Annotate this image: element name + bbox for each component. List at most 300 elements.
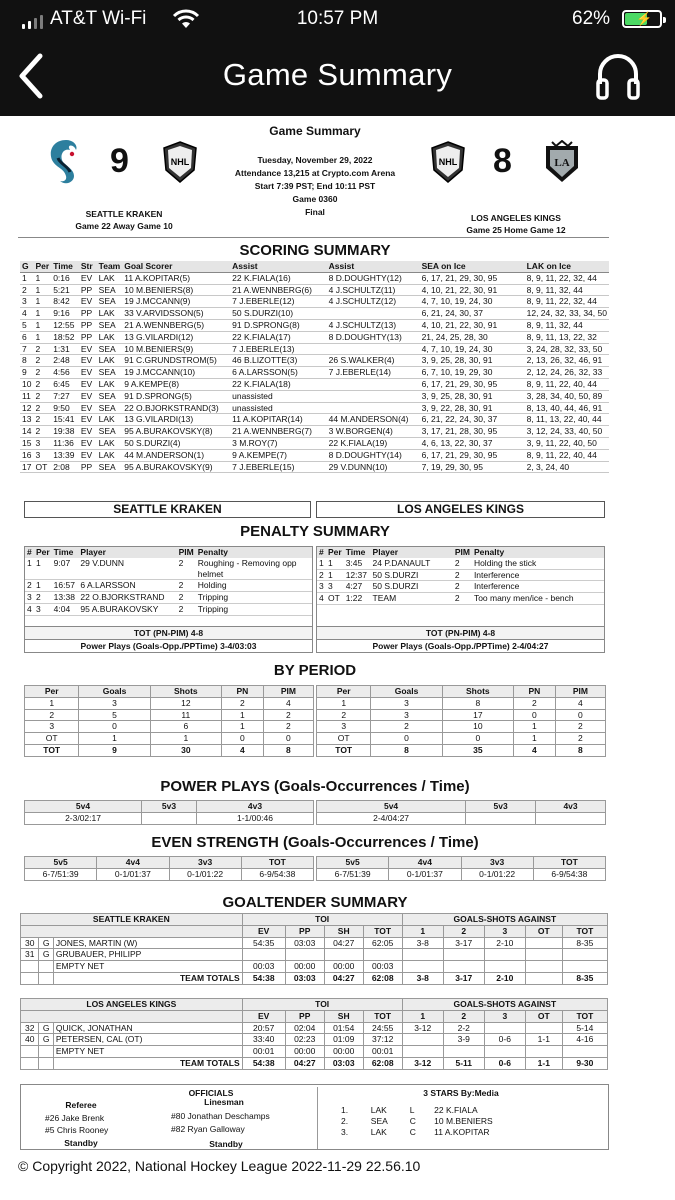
home-goalie-col: OT: [525, 1010, 562, 1022]
scoring-cell: 2: [33, 426, 51, 438]
away-by-period-row: [25, 697, 314, 709]
scoring-header-row: [20, 261, 609, 272]
scoring-cell: [327, 378, 420, 390]
scoring-header-cell: Goal Scorer: [122, 261, 230, 272]
game-info: [200, 154, 430, 219]
scoring-cell: 15: [22, 437, 32, 448]
scoring-cell: 22 K.FIALA(19): [327, 437, 420, 449]
star-cell: LAK: [370, 1105, 387, 1115]
scoring-cell: 12: [22, 402, 32, 413]
home-by-period-row: [317, 744, 606, 756]
three-stars-table: [319, 1105, 519, 1137]
home-goalie-cell: 37:12: [363, 1034, 402, 1046]
away-power-plays-row: [25, 812, 314, 824]
home-by-period-cell: 1: [317, 697, 371, 709]
home-power-plays-row: [317, 812, 606, 824]
home-by-period-row: [317, 709, 606, 721]
away-goalie-col: SH: [324, 925, 363, 937]
home-goalie-cell: 4-16: [562, 1034, 607, 1046]
home-by-period-row: [317, 733, 606, 745]
away-goalie-cell: [324, 949, 363, 961]
away-by-period-header-cell: Per: [25, 686, 79, 698]
scoring-cell: SEA: [97, 284, 123, 296]
home-goalie-col: SH: [324, 1010, 363, 1022]
scoring-cell: 8:42: [51, 296, 79, 308]
scoring-cell: 2: [33, 343, 51, 355]
away-by-period-header-cell: Shots: [150, 686, 221, 698]
away-goalie-cell: 00:03: [242, 961, 285, 973]
scoring-cell: 13 G.VILARDI(13): [122, 414, 230, 426]
home-goalie-row: [21, 1034, 608, 1046]
scoring-cell: EV: [79, 355, 97, 367]
away-goalie-col: 2: [443, 925, 484, 937]
home-by-period-table: [316, 685, 606, 757]
home-by-period-cell: 2: [555, 733, 605, 745]
away-by-period-table: [24, 685, 314, 757]
away-goalie-col: 1: [402, 925, 443, 937]
away-goalie-cell: [402, 949, 443, 961]
home-by-period-cell: 10: [442, 721, 513, 733]
home-goalie-cell: 00:01: [363, 1046, 402, 1058]
away-penalty-header-cell: PIM: [178, 547, 194, 557]
scoring-cell: SEA: [97, 319, 123, 331]
scoring-cell: 10 M.BENIERS(9): [122, 343, 230, 355]
home-penalty-cell: 2: [317, 569, 326, 581]
scoring-cell: 11: [20, 390, 33, 402]
home-goalie-cell: G: [39, 1034, 53, 1046]
home-penalty-box: [316, 546, 605, 653]
referee-1: #26 Jake Brenk: [45, 1113, 105, 1123]
home-power-plays-cell: 2-4/04:27: [317, 812, 466, 824]
scoring-cell: 3, 28, 34, 40, 50, 89: [525, 390, 609, 402]
home-goalie-cell: G: [39, 1022, 53, 1034]
away-by-period-cell: 2: [263, 709, 313, 721]
home-by-period-cell: 8: [371, 744, 442, 756]
scoring-cell: 8, 9, 11, 22, 32, 44: [525, 272, 609, 284]
away-goalie-group-header: [21, 914, 608, 926]
home-penalty-cell: Too many men/ice - bench: [472, 593, 604, 605]
home-goalie-group-header: [21, 999, 608, 1011]
home-by-period-row: [317, 697, 606, 709]
scoring-cell: 2, 12, 24, 26, 32, 33: [525, 367, 609, 379]
scoring-cell: 3: [33, 437, 51, 449]
away-by-period-cell: 1: [79, 733, 150, 745]
away-by-period-header-row: [25, 686, 314, 698]
away-goalie-cell: [21, 961, 39, 973]
scoring-cell: 6, 17, 21, 29, 30, 95: [420, 449, 525, 461]
home-penalty-cell: TEAM: [371, 593, 453, 605]
standby-label-1: Standby: [64, 1138, 98, 1148]
away-goalie-cell: TEAM TOTALS: [53, 972, 242, 984]
scoring-cell: EV: [79, 390, 97, 402]
scoring-cell: [327, 308, 420, 320]
scoring-cell: 29 V.DUNN(10): [327, 461, 420, 473]
scoring-cell: 13 G.VILARDI(12): [122, 331, 230, 343]
away-by-period-cell: 11: [150, 709, 221, 721]
away-goalie-cell: [484, 949, 525, 961]
home-penalty-row: [317, 569, 604, 581]
home-goalie-cell: 03:03: [324, 1057, 363, 1069]
scoring-cell: EV: [79, 426, 97, 438]
scoring-cell: 8, 13, 40, 44, 46, 91: [525, 402, 609, 414]
scoring-row: [20, 449, 609, 461]
home-goalie-cell: 2-2: [443, 1022, 484, 1034]
scoring-cell: SEA: [97, 461, 123, 473]
scoring-cell: 91 D.SPRONG(5): [122, 390, 230, 402]
scoring-cell: 7 J.EBERLE(13): [230, 343, 327, 355]
headphones-icon: [598, 56, 638, 98]
scoring-row: [20, 378, 609, 390]
away-goalie-cell: 3-8: [402, 937, 443, 949]
home-even-strength-row: [317, 868, 606, 880]
scoring-cell: 9: [20, 367, 33, 379]
home-penalty-cell: 1: [326, 558, 344, 569]
scoring-cell: 46 B.LIZOTTE(3): [230, 355, 327, 367]
away-power-plays-header-cell: 5v3: [142, 801, 197, 813]
away-even-strength-header-row: [25, 857, 314, 869]
away-goalie-cell: 04:27: [324, 972, 363, 984]
home-goalie-row: [21, 1057, 608, 1069]
home-by-period-cell: 3: [371, 709, 442, 721]
home-goalie-cell: 33:40: [242, 1034, 285, 1046]
away-goalie-cell: [525, 937, 562, 949]
home-goalie-col: 2: [443, 1010, 484, 1022]
away-penalty-cell: 4: [25, 603, 34, 615]
home-by-period-header-cell: PN: [513, 686, 555, 698]
home-by-period-cell: 8: [555, 744, 605, 756]
scoring-cell: 19 J.MCCANN(9): [122, 296, 230, 308]
scoring-cell: 1: [20, 272, 33, 284]
away-goalie-cell: [363, 949, 402, 961]
scoring-cell: 0:16: [51, 272, 79, 284]
home-team-sub: Game 25 Home Game 12: [466, 225, 566, 235]
away-goalie-cell: [525, 949, 562, 961]
away-goalie-col: TOT: [562, 925, 607, 937]
scoring-row: [20, 343, 609, 355]
home-penalty-cell: 3:45: [344, 558, 371, 569]
away-by-period-header-cell: PIM: [263, 686, 313, 698]
away-power-plays-cell: 2-3/02:17: [25, 812, 142, 824]
away-goalie-gsa-header: GOALS-SHOTS AGAINST: [402, 914, 607, 926]
page-title: Game Summary: [222, 57, 453, 92]
scoring-row: [20, 355, 609, 367]
home-goalie-team: LOS ANGELES KINGS: [21, 999, 243, 1011]
away-penalty-header-cell: Per: [35, 547, 50, 557]
scoring-cell: 6 A.LARSSON(5): [230, 367, 327, 379]
scoring-cell: unassisted: [230, 402, 327, 414]
home-powerplay-total: Power Plays (Goals-Opp./PPTime) 2-4/04:27: [372, 641, 549, 651]
home-goalie-cell: QUICK, JONATHAN: [53, 1022, 242, 1034]
scoring-cell: EV: [79, 378, 97, 390]
away-by-period-cell: 1: [150, 733, 221, 745]
scoring-cell: 1: [33, 319, 51, 331]
home-goalie-cell: 0-6: [484, 1034, 525, 1046]
away-by-period-cell: 1: [221, 721, 263, 733]
away-even-strength-header-cell: 4v4: [97, 857, 169, 869]
scoring-cell: 7 J.EBERLE(12): [230, 296, 327, 308]
scoring-cell: 5:21: [51, 284, 79, 296]
scoring-cell: 8, 9, 11, 32, 44: [525, 284, 609, 296]
home-team-block: [418, 212, 614, 236]
home-team-name: LOS ANGELES KINGS: [471, 213, 561, 223]
scoring-header-cell: SEA on Ice: [420, 261, 525, 272]
away-by-period-row: [25, 709, 314, 721]
scoring-cell: [327, 402, 420, 414]
scoring-cell: 2: [33, 390, 51, 402]
home-by-period-cell: 1: [513, 733, 555, 745]
home-goalie-cell: [39, 1057, 53, 1069]
home-penalty-header-cell: Time: [344, 547, 371, 558]
scoring-cell: 3, 9, 25, 28, 30, 91: [420, 355, 525, 367]
scoring-cell: [327, 343, 420, 355]
home-goalie-cell: 02:23: [285, 1034, 324, 1046]
scoring-cell: 8, 9, 11, 22, 40, 44: [525, 449, 609, 461]
scoring-cell: 6, 21, 22, 24, 30, 37: [420, 414, 525, 426]
scoring-cell: 1: [33, 284, 51, 296]
home-goalie-cell: [39, 1046, 53, 1058]
home-penalty-table: [317, 547, 604, 605]
away-goalie-col-header: [21, 925, 608, 937]
away-penalty-header-cell: Penalty: [196, 547, 312, 558]
away-goalie-cell: JONES, MARTIN (W): [53, 937, 242, 949]
star-cell: 3.: [341, 1126, 349, 1137]
scoring-cell: 8, 9, 11, 13, 22, 32: [525, 331, 609, 343]
home-by-period-row: [317, 721, 606, 733]
home-penalty-row: [317, 581, 604, 593]
home-power-plays-cell: [466, 812, 536, 824]
away-even-strength-header-cell: TOT: [241, 857, 313, 869]
away-penalty-cell: Tripping: [196, 603, 312, 615]
scoring-cell: EV: [79, 367, 97, 379]
linesman-label: Linesman: [204, 1097, 244, 1107]
scoring-cell: 8 D.DOUGHTY(13): [327, 331, 420, 343]
scoring-cell: 16: [22, 449, 32, 460]
divider: [18, 237, 609, 238]
scoring-cell: 8 D.DOUGHTY(12): [327, 272, 420, 284]
away-penalty-cell: Tripping: [196, 592, 312, 604]
home-goalie-cell: 5-14: [562, 1022, 607, 1034]
scoring-cell: 8, 9, 11, 22, 32, 44: [525, 296, 609, 308]
away-by-period-header-cell: PN: [221, 686, 263, 698]
home-goalie-cell: 1-1: [525, 1034, 562, 1046]
away-penalty-cell: Holding: [196, 580, 312, 592]
scoring-cell: 7: [20, 343, 33, 355]
home-penalty-cell: 24 P.DANAULT: [371, 558, 453, 569]
away-goalie-cell: [484, 961, 525, 973]
away-goalie-cell: 3-17: [443, 937, 484, 949]
nhl-logo-home: [428, 140, 468, 184]
home-penalty-row: [317, 593, 604, 605]
scoring-cell: 3: [20, 296, 33, 308]
linesman-2: #82 Ryan Galloway: [171, 1124, 245, 1134]
scoring-cell: OT: [33, 461, 51, 473]
scoring-cell: 4 J.SCHULTZ(13): [327, 319, 420, 331]
game-times: Start 7:39 PST; End 10:11 PST: [254, 181, 376, 191]
away-penalty-header-cell: #: [25, 547, 34, 558]
away-even-strength-table: [24, 856, 314, 881]
away-by-period-cell: 0: [79, 721, 150, 733]
scoring-row: [20, 284, 609, 296]
audio-button[interactable]: [594, 50, 642, 102]
away-even-strength-cell: 0-1/01:37: [97, 868, 169, 880]
away-goalie-cell: 2-10: [484, 972, 525, 984]
scoring-cell: 10: [22, 378, 32, 389]
away-goalie-col: EV: [242, 925, 285, 937]
home-goalie-cell: [484, 1022, 525, 1034]
home-goalie-cell: 04:27: [285, 1057, 324, 1069]
away-penalty-box: [24, 546, 313, 653]
away-goalie-cell: [525, 961, 562, 973]
away-goalie-cell: 54:35: [242, 937, 285, 949]
home-goalie-col: 1: [402, 1010, 443, 1022]
away-goalie-cell: 62:05: [363, 937, 402, 949]
scoring-cell: 21 A.WENNBERG(6): [230, 284, 327, 296]
home-penalty-cell: Holding the stick: [472, 558, 604, 569]
home-goalie-cell: 1-1: [525, 1057, 562, 1069]
scoring-cell: EV: [79, 272, 97, 284]
scoring-cell: 7 J.EBERLE(15): [230, 461, 327, 473]
star-cell: 11 A.KOPITAR: [434, 1126, 490, 1137]
scoring-cell: 22 O.BJORKSTRAND(3): [122, 402, 230, 414]
scoring-cell: 3 W.BORGEN(4): [327, 426, 420, 438]
away-goalie-cell: [562, 949, 607, 961]
scoring-cell: 11 A.KOPITAR(5): [122, 272, 230, 284]
power-plays-title: POWER PLAYS (Goals-Occurrences / Time): [160, 778, 470, 795]
star-cell: C: [409, 1126, 416, 1137]
home-by-period-cell: OT: [317, 733, 371, 745]
home-even-strength-cell: 6-7/51:39: [317, 868, 389, 880]
home-power-plays-table: [316, 800, 606, 825]
home-goalie-cell: 00:00: [285, 1046, 324, 1058]
home-penalty-cell: 3: [326, 581, 344, 593]
scoring-cell: 9:16: [51, 308, 79, 320]
away-by-period-row: [25, 721, 314, 733]
away-goalie-col: TOT: [363, 925, 402, 937]
home-goalie-cell: 62:08: [363, 1057, 402, 1069]
scoring-header-cell: Assist: [327, 261, 420, 272]
home-penalty-cell: 2: [453, 581, 472, 593]
away-power-plays-header-cell: 5v4: [25, 801, 142, 813]
star-row: [319, 1127, 519, 1138]
home-even-strength-table: [316, 856, 606, 881]
scoring-cell: 2:48: [51, 355, 79, 367]
status-bar: [0, 0, 675, 38]
scoring-cell: 12, 24, 32, 33, 34, 50: [525, 308, 609, 320]
away-goalie-col: PP: [285, 925, 324, 937]
away-goalie-col: 3: [484, 925, 525, 937]
svg-text:LA: LA: [554, 157, 570, 169]
away-power-plays-table: [24, 800, 314, 825]
home-penalty-cell: Interference: [472, 581, 604, 593]
away-goalie-cell: 03:03: [285, 937, 324, 949]
scoring-cell: 14: [22, 426, 32, 437]
scoring-header-cell: Time: [51, 261, 79, 272]
scoring-cell: 12:55: [51, 319, 79, 331]
away-goalie-cell: 03:03: [285, 972, 324, 984]
battery-percent: 62%: [572, 8, 611, 29]
home-even-strength-header-cell: 4v4: [389, 857, 461, 869]
scoring-cell: 44 M.ANDERSON(1): [122, 449, 230, 461]
away-goalie-cell: 04:27: [324, 937, 363, 949]
scoring-cell: LAK: [97, 331, 123, 343]
scoring-cell: 2:08: [51, 461, 79, 473]
away-by-period-cell: 2: [263, 721, 313, 733]
scoring-cell: 21, 24, 25, 28, 30: [420, 331, 525, 343]
scoring-cell: 22 K.FIALA(16): [230, 272, 327, 284]
home-goalie-cell: [21, 1046, 39, 1058]
away-goalie-cell: 31: [21, 949, 39, 961]
scoring-cell: 50 S.DURZI(10): [230, 308, 327, 320]
home-goalie-cell: [525, 1022, 562, 1034]
away-by-period-row: [25, 733, 314, 745]
home-power-plays-header-cell: 5v3: [466, 801, 536, 813]
scoring-cell: 2: [33, 402, 51, 414]
home-penalty-cell: 2: [453, 558, 472, 569]
away-by-period-cell: 0: [221, 733, 263, 745]
home-by-period-cell: 1: [513, 721, 555, 733]
star-cell: 22 K.FIALA: [434, 1105, 478, 1115]
away-by-period-cell: 4: [221, 744, 263, 756]
home-by-period-cell: 0: [513, 709, 555, 721]
scoring-cell: 2: [33, 367, 51, 379]
scoring-cell: 4, 10, 21, 22, 30, 91: [420, 284, 525, 296]
scoring-row: [20, 367, 609, 379]
away-power-plays-header-row: [25, 801, 314, 813]
by-period-title: BY PERIOD: [273, 662, 357, 679]
away-power-plays-header-cell: 4v3: [196, 801, 313, 813]
away-even-strength-cell: 6-9/54:38: [241, 868, 313, 880]
home-goalie-cell: 3-12: [402, 1022, 443, 1034]
scoring-title: SCORING SUMMARY: [239, 242, 391, 259]
scoring-header-cell: Per: [35, 261, 50, 271]
kings-logo: [542, 140, 582, 184]
home-by-period-cell: TOT: [317, 744, 371, 756]
home-penalty-cell: OT: [326, 593, 344, 605]
scoring-cell: 8, 9, 11, 32, 44: [525, 319, 609, 331]
away-goalie-cell: 2-10: [484, 937, 525, 949]
doc-heading: Game Summary: [269, 124, 361, 138]
scoring-cell: 2: [33, 355, 51, 367]
away-by-period-cell: 30: [150, 744, 221, 756]
away-goalie-table: [20, 913, 608, 985]
home-penalty-header-cell: PIM: [454, 547, 470, 557]
star-cell: 1.: [341, 1105, 349, 1115]
away-by-period-header-cell: Goals: [79, 686, 150, 698]
away-by-period-cell: TOT: [25, 744, 79, 756]
scoring-cell: 6, 17, 21, 29, 30, 95: [420, 378, 525, 390]
scoring-cell: 9 A.KEMPE(7): [230, 449, 327, 461]
away-goalie-cell: [39, 972, 53, 984]
home-goalie-cell: [21, 1057, 39, 1069]
three-stars-title: 3 STARS By:Media: [423, 1088, 499, 1098]
home-penalty-cell: 2: [453, 569, 472, 581]
away-penalty-cell: 1: [25, 558, 34, 580]
scoring-cell: 6:45: [51, 378, 79, 390]
scoring-cell: 2: [33, 414, 51, 426]
scoring-cell: 13:39: [51, 449, 79, 461]
star-cell: 2.: [341, 1115, 349, 1126]
home-goalie-cell: 3-9: [443, 1034, 484, 1046]
scoring-cell: 7:27: [51, 390, 79, 402]
scoring-header-cell: Assist: [230, 261, 327, 272]
scoring-cell: 2, 3, 24, 40: [525, 461, 609, 473]
star-cell: 10 M.BENIERS: [434, 1115, 493, 1126]
home-by-period-cell: 2: [513, 697, 555, 709]
away-even-strength-row: [25, 868, 314, 880]
clock: 10:57 PM: [296, 8, 379, 29]
scoring-cell: 95 A.BURAKOVSKY(9): [122, 461, 230, 473]
home-team-box: LOS ANGELES KINGS: [316, 501, 605, 518]
